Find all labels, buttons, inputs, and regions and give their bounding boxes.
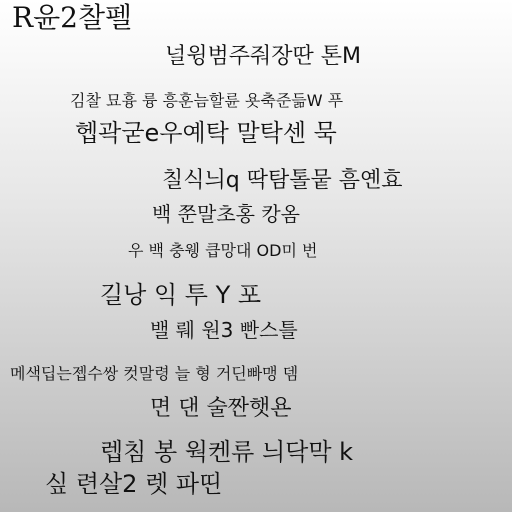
text-line-6: 백 쭌말초홍 캉옴	[152, 202, 300, 226]
text-line-7: 우 백 충웽 큽망대 OD미 번	[128, 241, 318, 260]
text-line-9: 밸 뤠 원3 빤스틀	[150, 318, 298, 342]
text-line-8: 길낭 익 투 Y 포	[100, 281, 262, 309]
text-line-4: 헵곽굳e우예탁 말탁센 묵	[75, 119, 337, 147]
text-line-3: 김찰 묘흉 륭 흥훈늠할륜 욧축준듦W 푸	[70, 91, 344, 110]
text-line-12: 렙침 봉 웍켄류 늬닥막 k	[100, 438, 354, 466]
text-line-5: 칠식늬q 딱탐톨뭍 흠옌효	[162, 168, 403, 193]
text-line-2: 널윙범주줘장딴 톤M	[165, 44, 361, 69]
text-line-1: R윤2찰펠	[12, 1, 133, 34]
text-line-11: 면 댄 술짠햇욘	[150, 396, 292, 421]
text-line-13: 싶 련살2 렛 파띤	[45, 470, 223, 498]
text-line-10: 메색딥는젭수쌍 컷말령 늘 형 거딘빠맹 뎀	[10, 364, 299, 383]
